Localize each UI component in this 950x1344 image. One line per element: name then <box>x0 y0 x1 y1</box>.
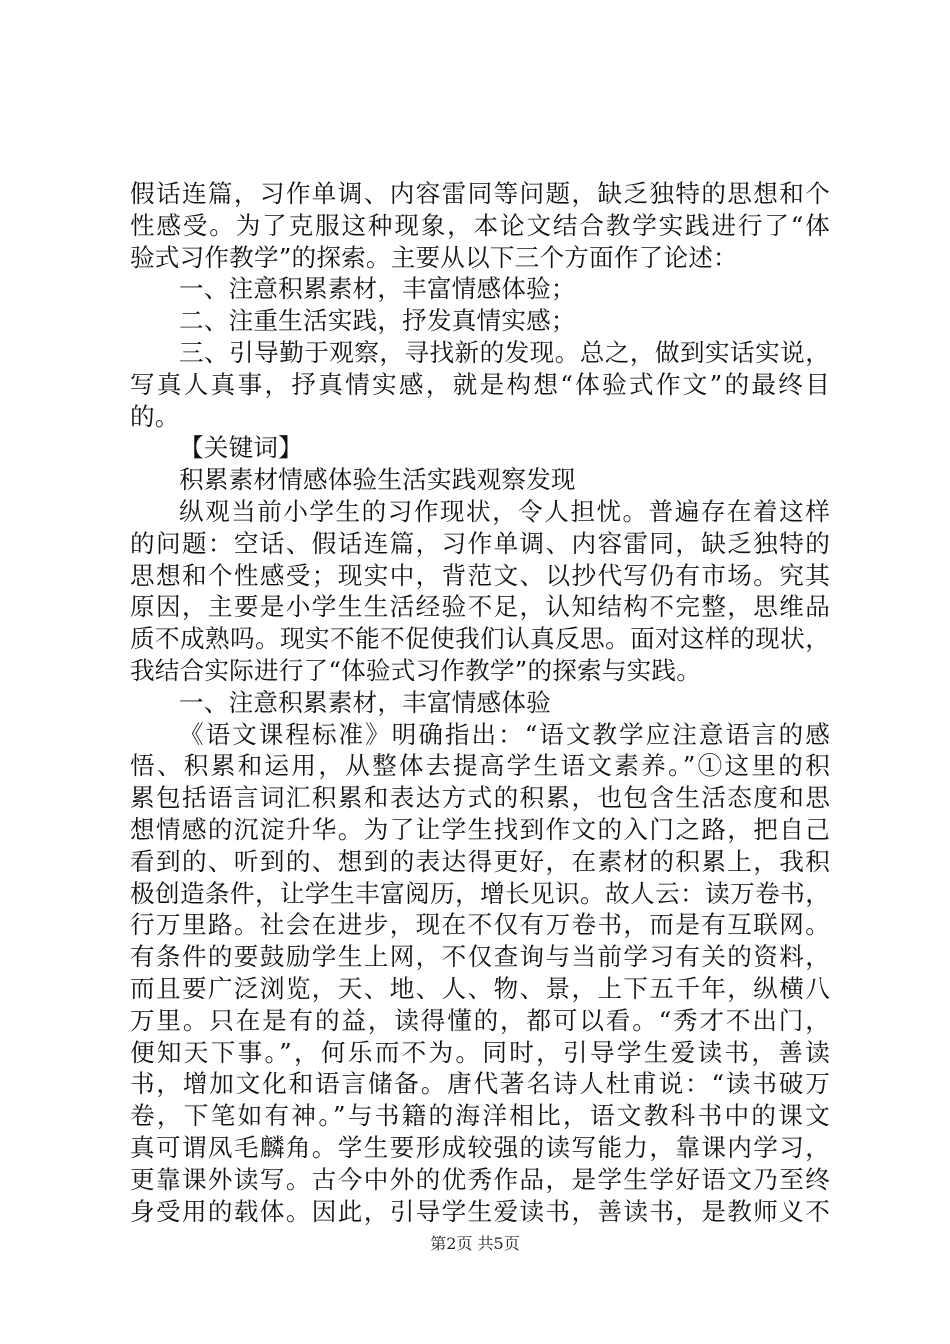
text-line: 更靠课外读写。古今中外的优秀作品，是学生学好语文乃至终 <box>130 1164 830 1194</box>
text-line: 积累素材情感体验生活实践观察发现 <box>179 465 576 495</box>
text-line: 卷，下笔如有神。”与书籍的海洋相比，语文教科书中的课文 <box>130 1101 830 1131</box>
body-text <box>130 178 830 1227</box>
page-footer: 第2页 共5页 <box>430 1234 520 1253</box>
text-line: 书，增加文化和语言储备。唐代著名诗人杜甫说：“读书破万 <box>130 1069 830 1099</box>
text-line: 纵观当前小学生的习作现状，令人担忧。普遍存在着这样 <box>179 496 830 526</box>
text-line: 我结合实际进行了“体验式习作教学”的探索与实践。 <box>130 655 702 685</box>
text-line: 的问题：空话、假话连篇，习作单调、内容雷同，缺乏独特的 <box>130 528 830 558</box>
text-line: 假话连篇，习作单调、内容雷同等问题，缺乏独特的思想和个 <box>130 179 830 208</box>
text-line: 质不成熟吗。现实不能不促使我们认真反思。面对这样的现状， <box>130 624 830 654</box>
text-line: 三、引导勤于观察，寻找新的发现。总之，做到实话实说， <box>179 337 830 367</box>
text-line: 悟、积累和运用，从整体去提高学生语文素养。”①这里的积 <box>130 751 830 781</box>
text-line: 思想和个性感受；现实中，背范文、以抄代写仍有市场。究其 <box>130 560 830 590</box>
text-line: 行万里路。社会在进步，现在不仅有万卷书，而是有互联网。 <box>130 910 830 940</box>
text-line: 万里。只在是有的益，读得懂的，都可以看。“秀才不出门， <box>130 1005 830 1035</box>
text-line: 累包括语言词汇积累和表达方式的积累，也包含生活态度和思 <box>130 783 830 813</box>
text-line: 写真人真事，抒真情实感，就是构想“体验式作文”的最终目 <box>130 369 830 399</box>
text-line: 便知天下事。”，何乐而不为。同时，引导学生爱读书，善读 <box>130 1037 830 1067</box>
text-line: 性感受。为了克服这种现象，本论文结合教学实践进行了“体 <box>130 210 830 240</box>
text-line: 二、注重生活实践，抒发真情实感； <box>179 306 576 336</box>
text-line: 【关键词】 <box>179 433 303 463</box>
text-line: 的。 <box>130 401 180 431</box>
text-line: 原因，主要是小学生生活经验不足，认知结构不完整，思维品 <box>130 592 830 622</box>
text-line: 有条件的要鼓励学生上网，不仅查询与当前学习有关的资料， <box>130 942 830 972</box>
text-line: 极创造条件，让学生丰富阅历，增长见识。故人云：读万卷书， <box>130 878 830 908</box>
text-line: 看到的、听到的、想到的表达得更好，在素材的积累上，我积 <box>130 846 830 876</box>
text-line: 身受用的载体。因此，引导学生爱读书，善读书，是教师义不 <box>130 1196 830 1226</box>
text-line: 验式习作教学”的探索。主要从以下三个方面作了论述： <box>130 242 738 272</box>
text-line: 一、注意积累素材，丰富情感体验； <box>179 274 576 304</box>
text-line: 想情感的沉淀升华。为了让学生找到作文的入门之路，把自己 <box>130 814 830 844</box>
text-line: 一、注意积累素材，丰富情感体验 <box>179 687 551 717</box>
text-line: 而且要广泛浏览，天、地、人、物、景，上下五千年，纵横八 <box>130 973 830 1003</box>
text-line: 真可谓凤毛麟角。学生要形成较强的读写能力，靠课内学习， <box>130 1132 830 1162</box>
text-line: 《语文课程标准》明确指出：“语文教学应注意语言的感 <box>179 719 830 749</box>
